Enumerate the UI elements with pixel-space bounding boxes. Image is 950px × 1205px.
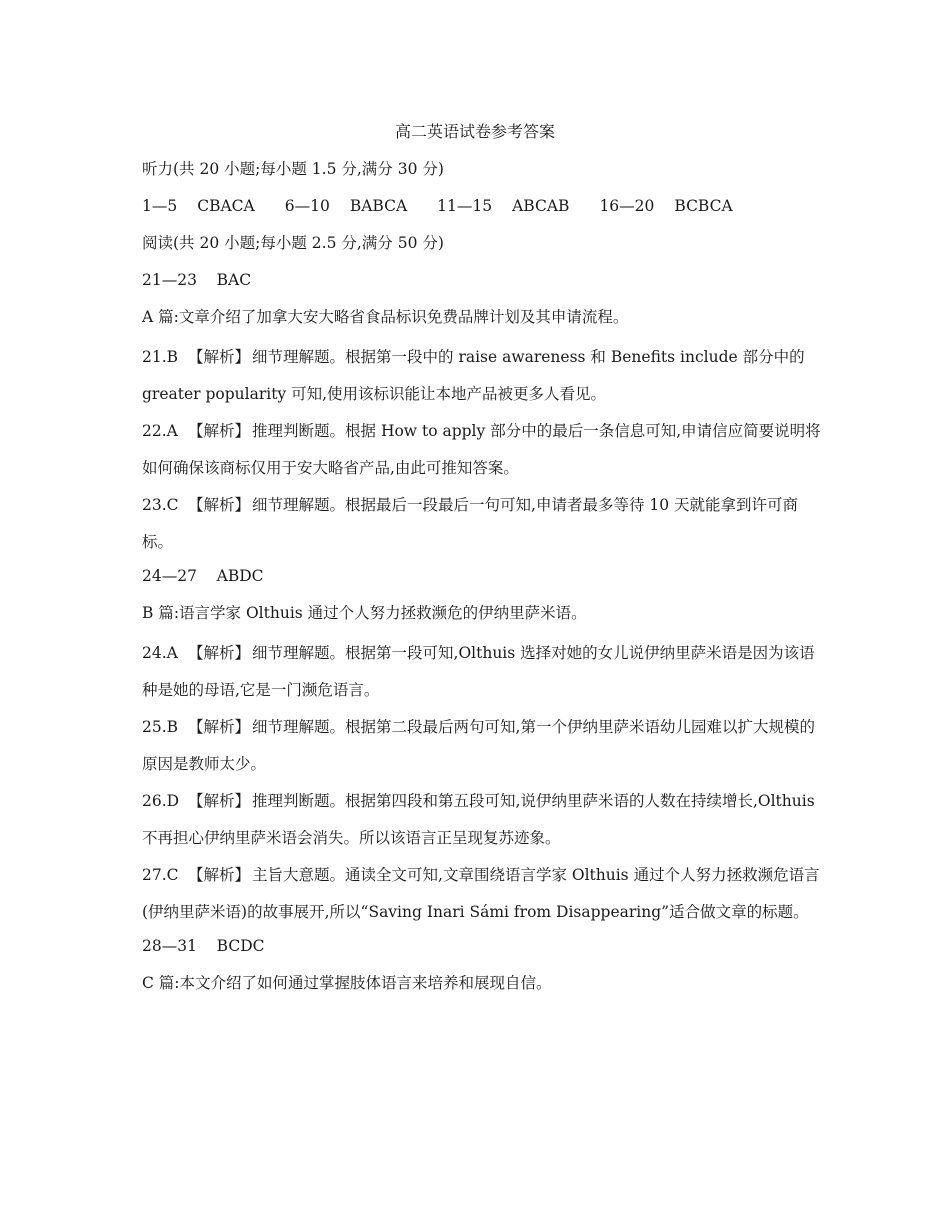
reading-header: 阅读(共 20 小题;每小题 2.5 分,满分 50 分) [142,234,444,252]
question-number: 24.A [142,644,178,662]
question-number: 25.B [142,718,179,736]
listening-answers [142,191,822,228]
content-body [142,154,822,1005]
question-number: 23.C [142,496,179,514]
analysis-text: 细节理解题。根据最后一段最后一句可知,申请者最多等待 10 天就能拿到许可商标。 [142,496,799,551]
listening-answers-3: ABCAB [512,197,570,215]
analysis-tag: 【解析】 [188,496,251,514]
question-item [142,487,822,561]
listening-header: 听力(共 20 小题;每小题 1.5 分,满分 30 分) [142,160,444,178]
question-number: 27.C [142,866,179,884]
passage-b-answer-line: 24—27 ABDC [142,567,264,585]
listening-range-4: 16—20 [599,197,655,215]
question-item [142,709,822,783]
listening-answers-4: BCBCA [674,197,733,215]
listening-answers-2: BABCA [349,197,408,215]
passage-a-summary: A 篇:文章介绍了加拿大安大略省食品标识免费品牌计划及其申请流程。 [142,308,629,326]
analysis-tag: 【解析】 [188,422,251,440]
passage-a-answer-line: 21—23 BAC [142,271,252,289]
listening-range-2: 6—10 [284,197,330,215]
passage-c-answer-line: 28—31 BCDC [142,937,265,955]
listening-range-1: 1—5 [142,197,178,215]
page-title: 高二英语试卷参考答案 [394,122,555,141]
analysis-text: 细节理解题。根据第二段最后两句可知,第一个伊纳里萨米语幼儿园难以扩大规模的原因是教师太少。 [142,718,815,773]
listening-range-3: 11—15 [437,197,493,215]
question-item [142,857,822,931]
analysis-tag: 【解析】 [188,348,251,366]
analysis-text: 推理判断题。根据第四段和第五段可知,说伊纳里萨米语的人数在持续增长,Olthuis 不再担心伊纳里萨米语会消失。所以该语言正呈现复苏迹象。 [142,792,815,847]
analysis-text: 主旨大意题。通读全文可知,文章围绕语言学家 Olthuis 通过个人努力拯救濒危语言(伊纳里萨米语)的故事展开,所以“Saving Inari Sámi from Disappearing”适合做文章的标题。 [142,866,820,921]
analysis-text: 细节理解题。根据第一段中的 raise awareness 和 Benefits include 部分中的 greater popularity 可知,使用该标识能让本地产品被更多人看见。 [142,348,805,403]
analysis-tag: 【解析】 [188,866,251,884]
analysis-tag: 【解析】 [188,718,251,736]
question-item [142,339,822,413]
passage-b-summary: B 篇:语言学家 Olthuis 通过个人努力拯救濒危的伊纳里萨米语。 [142,604,587,622]
question-number: 21.B [142,348,179,366]
question-item [142,413,822,487]
analysis-text: 推理判断题。根据 How to apply 部分中的最后一条信息可知,申请信应简要说明将如何确保该商标仅用于安大略省产品,由此可推知答案。 [142,422,821,477]
question-number: 22.A [142,422,178,440]
analysis-text: 细节理解题。根据第一段可知,Olthuis 选择对她的女儿说伊纳里萨米语是因为该语种是她的母语,它是一门濒危语言。 [142,644,815,699]
analysis-tag: 【解析】 [188,644,251,662]
listening-answers-1: CBACA [197,197,255,215]
passage-c-summary: C 篇:本文介绍了如何通过掌握肢体语言来培养和展现自信。 [142,974,552,992]
question-item [142,635,822,709]
analysis-tag: 【解析】 [188,792,251,810]
question-number: 26.D [142,792,180,810]
question-item [142,783,822,857]
